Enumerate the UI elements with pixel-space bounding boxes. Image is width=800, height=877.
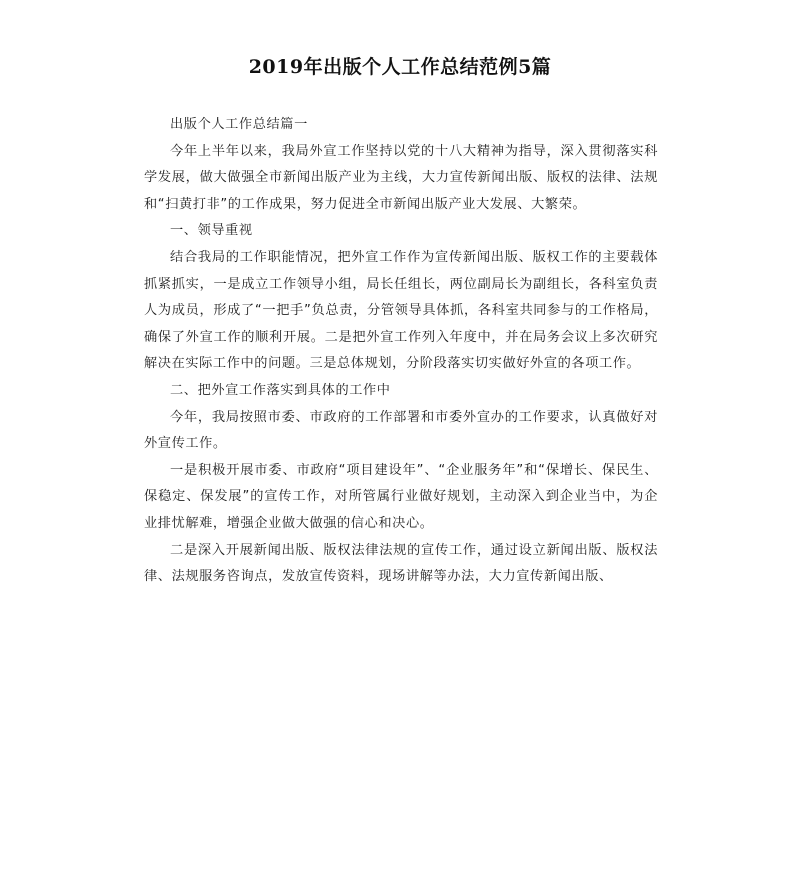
- body-paragraph: 今年上半年以来，我局外宣工作坚持以党的十八大精神为指导，深入贯彻落实科学发展，做大做强全市新闻出版产业为主线，大力宣传新闻出版、版权的法律、法规和“扫黄打非”的工作成果，努力促进全市新闻出版产业大发展、大繁荣。: [144, 143, 658, 212]
- document-title: 2019年出版个人工作总结范例5篇: [248, 56, 552, 78]
- body-paragraph: 二是深入开展新闻出版、版权法律法规的宣传工作，通过设立新闻出版、版权法律、法规服务咨询点，发放宣传资料，现场讲解等办法，大力宣传新闻出版、: [144, 542, 658, 585]
- subsection-heading: 二、把外宣工作落实到具体的工作中: [170, 382, 391, 398]
- subsection-heading: 一、领导重视: [170, 223, 253, 239]
- document-body: [144, 112, 658, 591]
- body-paragraph: 结合我局的工作职能情况，把外宣工作作为宣传新闻出版、版权工作的主要载体抓紧抓实，一是成立工作领导小组，局长任组长，两位副局长为副组长，各科室负责人为成员，形成了“一把手”负总责，分管领导具体抓，各科室共同参与的工作格局，确保了外宣工作的顺利开展。二是把外宣工作列入年度中，并在局务会议上多次研究解决在实际工作中的问题。三是总体规划，分阶段落实切实做好外宣的各项工作。: [144, 249, 658, 372]
- body-paragraph: 一是积极开展市委、市政府“项目建设年”、“企业服务年”和“保增长、保民生、保稳定、保发展”的宣传工作，对所管属行业做好规划，主动深入到企业当中，为企业排忧解难，增强企业做大做强的信心和决心。: [144, 462, 658, 531]
- section-heading: 出版个人工作总结篇一: [170, 117, 308, 132]
- body-paragraph: 今年，我局按照市委、市政府的工作部署和市委外宣办的工作要求，认真做好对外宣传工作。: [144, 409, 658, 452]
